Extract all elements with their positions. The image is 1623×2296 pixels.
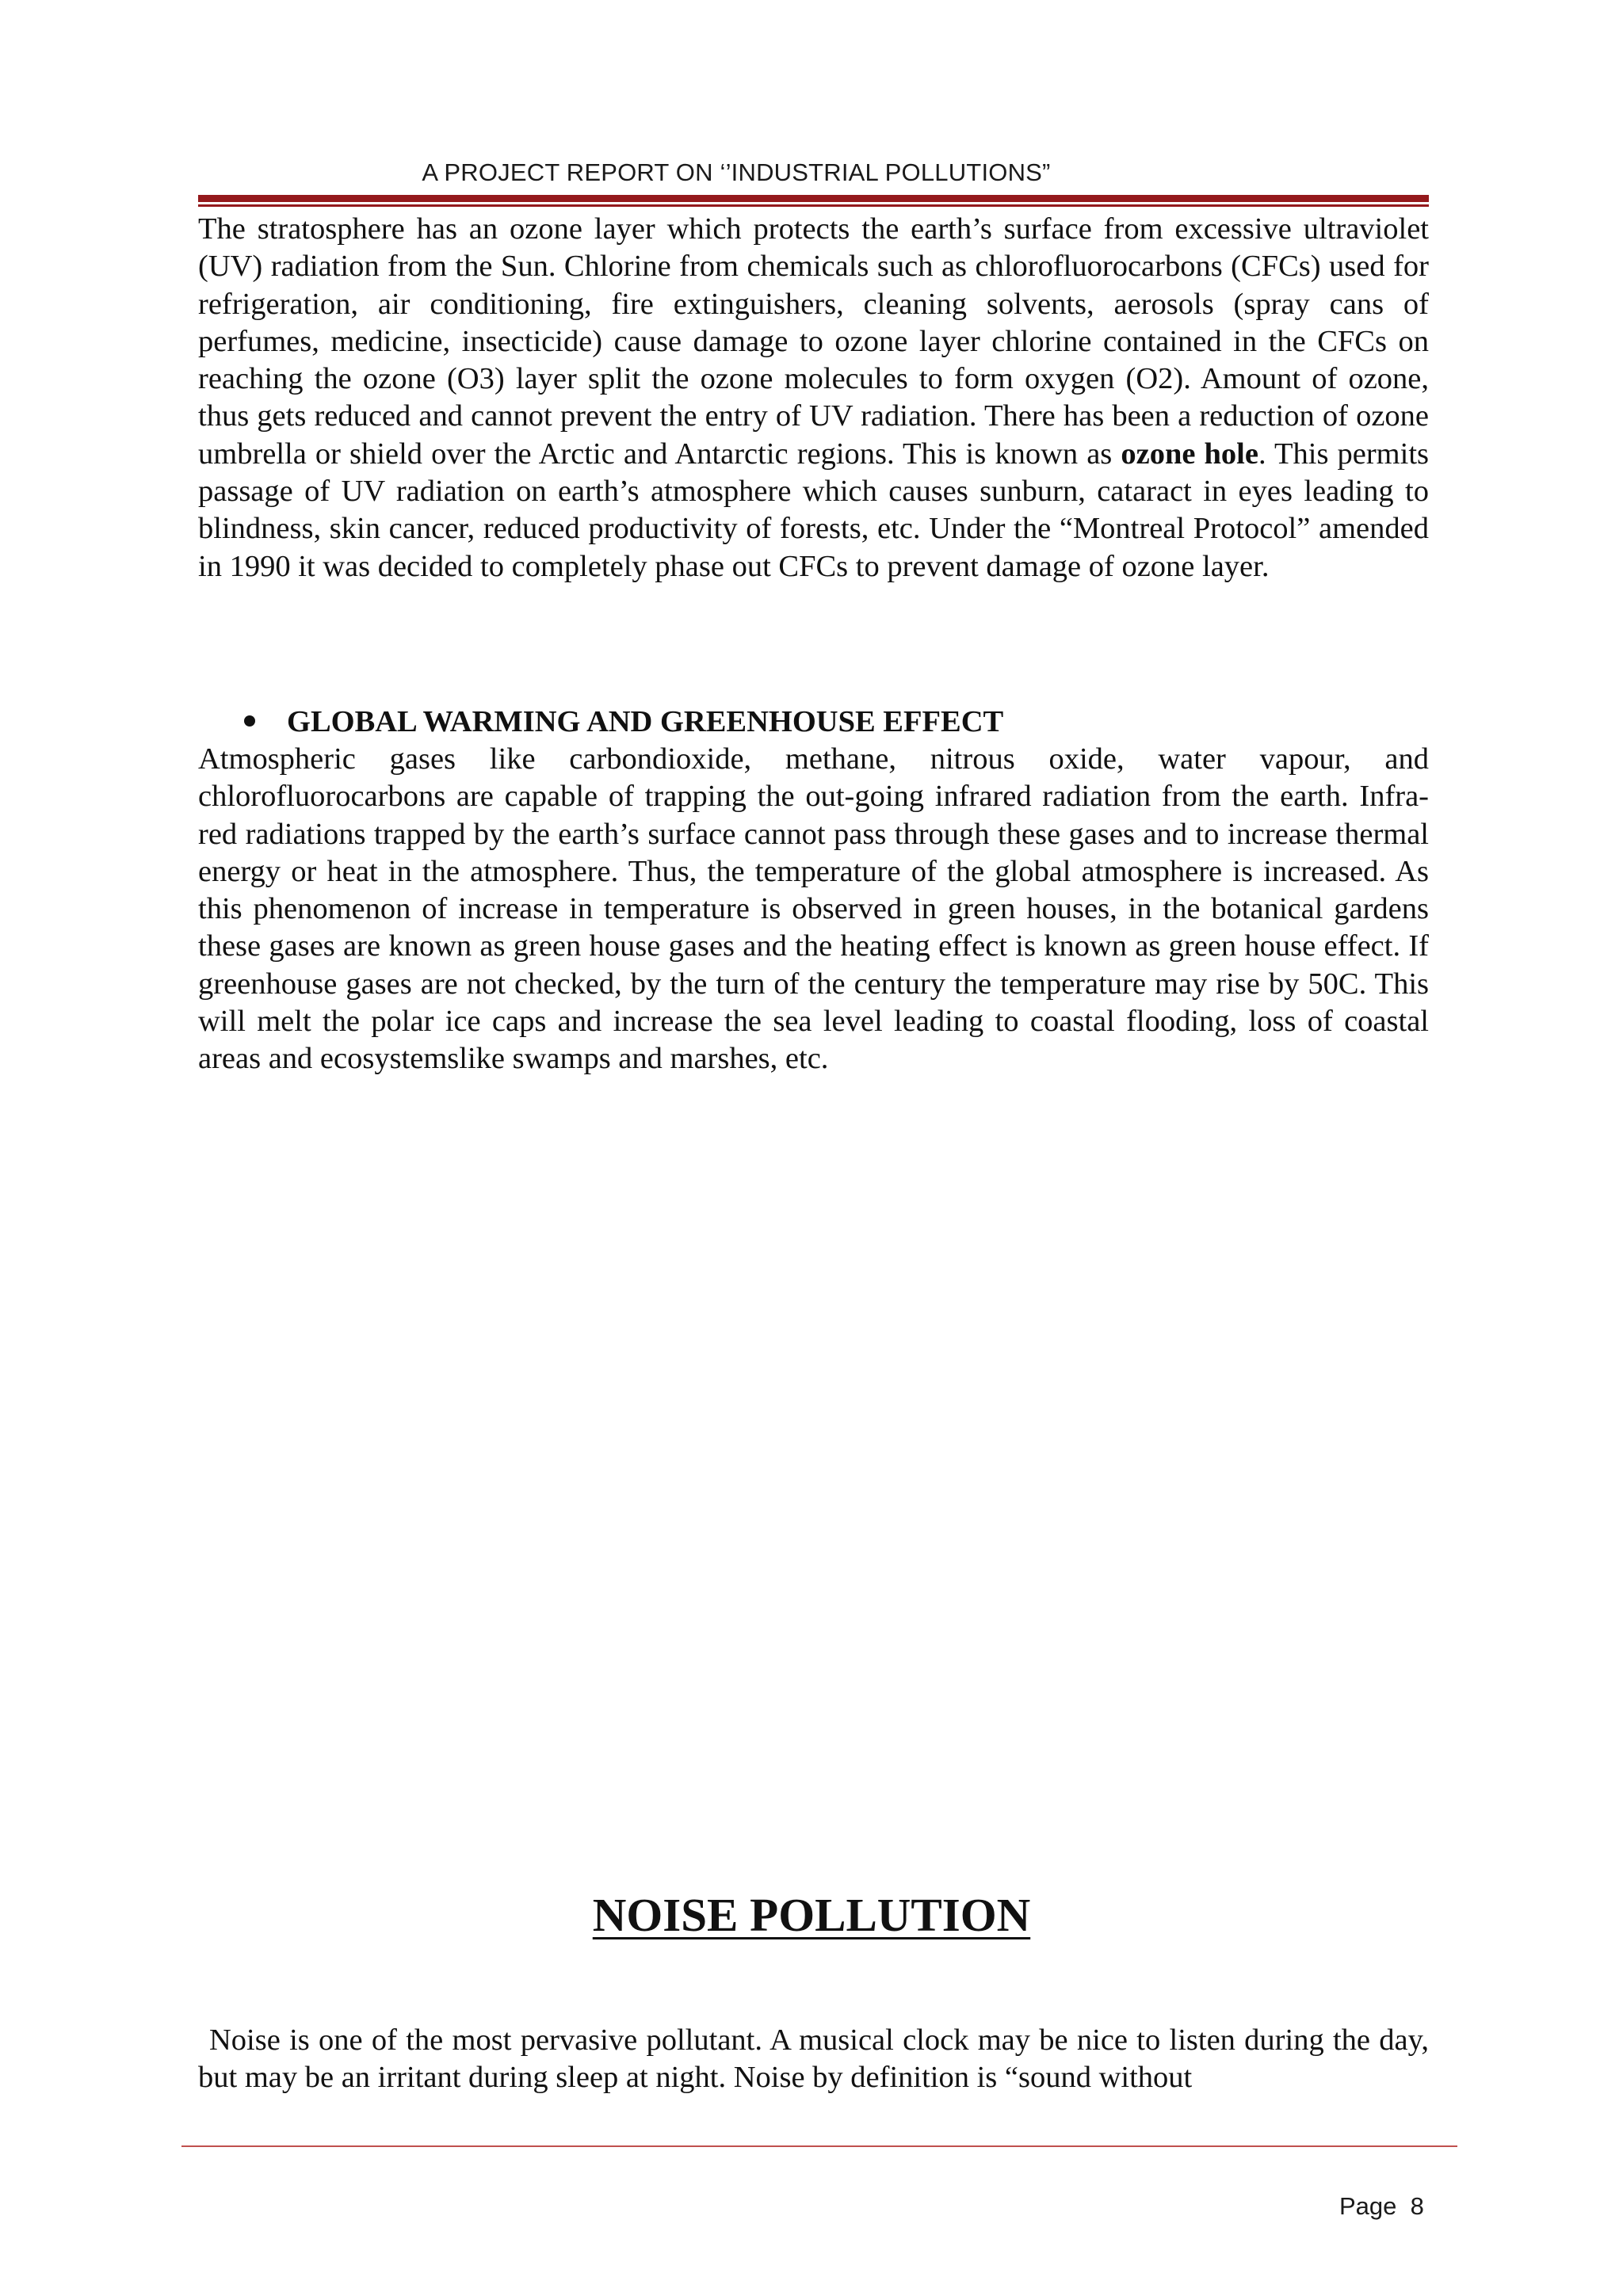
footer-rule: [181, 2145, 1457, 2147]
ozone-paragraph-text-end: . This permits passage of UV radiation on earth’s atmosphere which causes sunburn, cataract in eyes leading to blindness, skin cancer, reduced productivity of forests, etc. Under the “Montreal Protocol” amended in 1990 it was decided to completely phase out CFCs to prevent damage of ozone layer.: [198, 437, 1429, 583]
global-warming-paragraph: Atmospheric gases like carbondioxide, methane, nitrous oxide, water vapour, and chlorofluorocarbons are capable of trapping the out-going infrared radiation from the earth. Infra-red radiations trapped by the earth’s surface cannot pass through these gases and to increase thermal energy or heat in the atmosphere. Thus, the temperature of the global atmosphere is increased. As this phenomenon of increase in temperature is observed in green houses, in the botanical gardens these gases are known as green house gases and the heating effect is known as green house effect. If greenhouse gases are not checked, by the turn of the century the temperature may rise by 50C. This will melt the polar ice caps and increase the sea level leading to coastal flooding, loss of coastal areas and ecosystemslike swamps and marshes, etc.: [198, 742, 1429, 1076]
header-rule-thin: [198, 204, 1429, 207]
page-number: [1339, 2192, 1424, 2221]
global-warming-heading: [244, 704, 1003, 741]
ozone-layer-paragraph: [198, 211, 1429, 585]
global-warming-heading-text: GLOBAL WARMING AND GREENHOUSE EFFECT: [287, 705, 1004, 738]
noise-pollution-paragraph: Noise is one of the most pervasive pollutant. A musical clock may be nice to listen during the day, but may be an irritant during sleep at night. Noise by definition is “sound without: [198, 2023, 1429, 2095]
bullet-icon: [244, 715, 255, 727]
page-label: Page: [1339, 2192, 1397, 2220]
page-number-value: 8: [1410, 2192, 1424, 2220]
ozone-hole-term: ozone hole: [1121, 437, 1258, 471]
noise-pollution-title: NOISE POLLUTION: [592, 1889, 1031, 1941]
header-rule-thick: [198, 195, 1429, 202]
ozone-paragraph-text-start: The stratosphere has an ozone layer which protects the earth’s surface from excessive ultraviolet (UV) radiation from the Sun. Chlorine from chemicals such as chlorofluorocarbons (CFCs) used for refrigeration, air conditioning, fire extinguishers, cleaning solvents, aerosols (spray cans of perfumes, medicine, insecticide) cause damage to ozone layer chlorine contained in the CFCs on reaching the ozone (O3) layer split the ozone molecules to form oxygen (O2). Amount of ozone, thus gets reduced and cannot prevent the entry of UV radiation. There has been a reduction of ozone umbrella or shield over the Arctic and Antarctic regions. This is known as: [198, 212, 1429, 471]
running-header-title: A PROJECT REPORT ON ‘’INDUSTRIAL POLLUTIONS”: [422, 158, 1051, 186]
running-header: [0, 158, 1623, 187]
